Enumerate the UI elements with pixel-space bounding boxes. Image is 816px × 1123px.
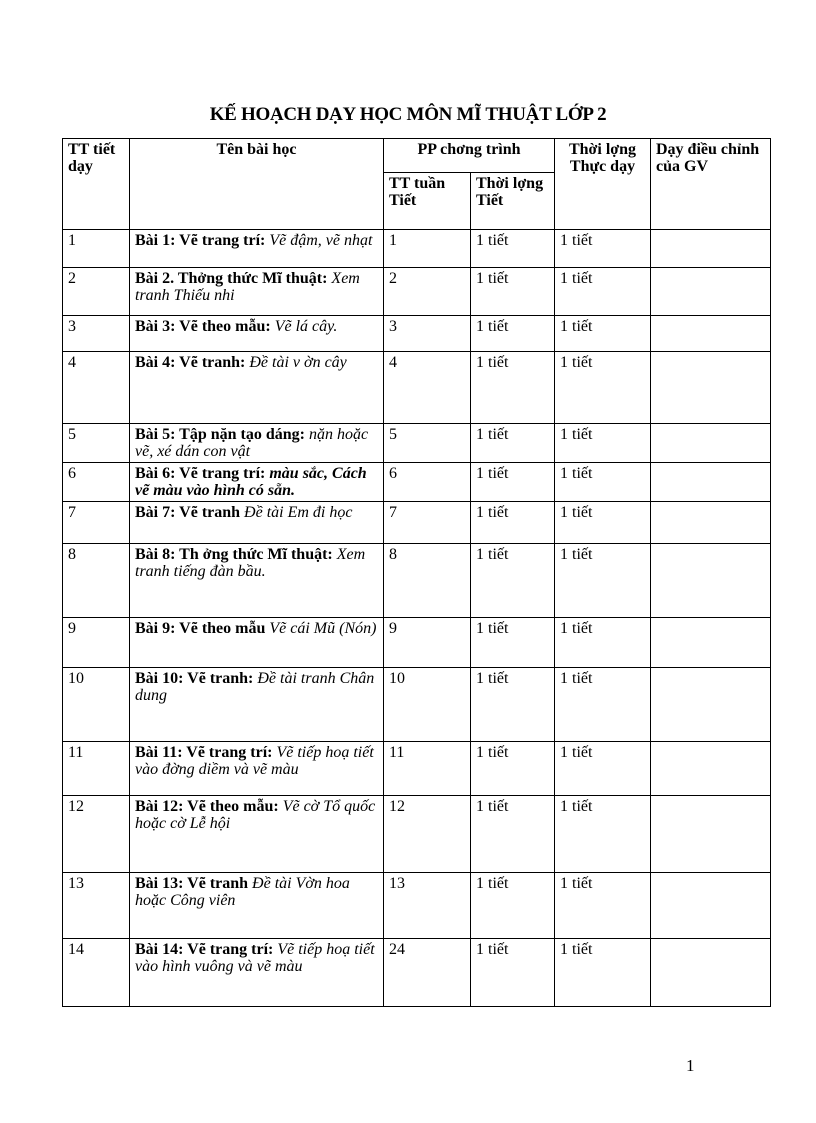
lesson-title: Bài 7: Vẽ tranh [135,504,241,521]
row-thoi-luong-thuc: 1 tiết [555,502,651,544]
row-tt: 13 [63,873,130,939]
row-thoi-luong-thuc: 1 tiết [555,796,651,873]
header-tt-tuan: TT tuần Tiết [384,173,471,230]
row-dieu-chinh [651,463,771,502]
lesson-detail: Vẽ tiếp hoạ tiết vào đờng diềm và vẽ màu [135,744,374,778]
lesson-detail: Xem tranh tiếng đàn bầu. [135,546,366,580]
row-tt-tuan: 1 [384,230,471,268]
row-thoi-luong: 1 tiết [471,316,555,352]
table-row [63,424,771,463]
row-dieu-chinh [651,873,771,939]
row-tt-tuan: 9 [384,618,471,668]
row-thoi-luong-thuc: 1 tiết [555,873,651,939]
row-lesson [130,618,384,668]
row-tt-tuan: 10 [384,668,471,742]
row-thoi-luong: 1 tiết [471,352,555,424]
table-row [63,463,771,502]
page-number: 1 [686,1056,695,1075]
header-thoi-luong-thuc: Thời lợng Thực dạy [555,139,651,230]
row-thoi-luong: 1 tiết [471,268,555,316]
table-row [63,796,771,873]
row-tt: 12 [63,796,130,873]
row-dieu-chinh [651,668,771,742]
header-tt: TT tiết dạy [63,139,130,230]
row-lesson [130,230,384,268]
lesson-title: Bài 10: Vẽ tranh: [135,670,254,687]
row-dieu-chinh [651,544,771,618]
row-thoi-luong-thuc: 1 tiết [555,268,651,316]
row-tt: 3 [63,316,130,352]
row-lesson [130,544,384,618]
row-thoi-luong: 1 tiết [471,618,555,668]
row-tt: 7 [63,502,130,544]
row-dieu-chinh [651,230,771,268]
row-lesson [130,502,384,544]
header-ten-bai: Tên bài học [130,139,384,230]
row-thoi-luong: 1 tiết [471,668,555,742]
row-thoi-luong: 1 tiết [471,939,555,1007]
lesson-detail: Đề tài Vờn hoa hoặc Công viên [135,875,350,909]
row-lesson [130,873,384,939]
row-thoi-luong-thuc: 1 tiết [555,424,651,463]
row-lesson [130,424,384,463]
table-row [63,668,771,742]
row-thoi-luong: 1 tiết [471,544,555,618]
row-thoi-luong-thuc: 1 tiết [555,618,651,668]
lesson-title: Bài 12: Vẽ theo mẫu: [135,798,279,815]
lesson-title: Bài 3: Vẽ theo mẫu: [135,318,271,335]
row-thoi-luong: 1 tiết [471,502,555,544]
row-thoi-luong-thuc: 1 tiết [555,544,651,618]
lesson-detail: Vẽ cái Mũ (Nón) [269,620,377,637]
header-pp: PP chơng trình [384,139,555,173]
table-row [63,873,771,939]
row-tt: 1 [63,230,130,268]
table-row [63,742,771,796]
row-dieu-chinh [651,618,771,668]
row-tt-tuan: 3 [384,316,471,352]
row-thoi-luong-thuc: 1 tiết [555,230,651,268]
row-tt: 14 [63,939,130,1007]
row-dieu-chinh [651,742,771,796]
row-thoi-luong: 1 tiết [471,230,555,268]
row-tt-tuan: 4 [384,352,471,424]
lesson-detail: Xem tranh Thiếu nhi [135,270,360,304]
lesson-title: Bài 13: Vẽ tranh [135,875,249,892]
row-tt-tuan: 2 [384,268,471,316]
row-tt: 2 [63,268,130,316]
row-lesson [130,316,384,352]
row-tt-tuan: 13 [384,873,471,939]
row-tt: 6 [63,463,130,502]
lesson-title: Bài 4: Vẽ tranh: [135,354,246,371]
lesson-detail: nặn hoặc vẽ, xé dán con vật [135,426,369,460]
row-thoi-luong: 1 tiết [471,742,555,796]
row-lesson [130,463,384,502]
lesson-title: Bài 1: Vẽ trang trí: [135,232,266,249]
lesson-detail: Đề tài v ờn cây [249,354,347,371]
header-thoi-luong: Thời lợng Tiết [471,173,555,230]
lesson-title: Bài 6: Vẽ trang trí: [135,465,266,482]
row-tt-tuan: 6 [384,463,471,502]
table-row [63,544,771,618]
lesson-title: Bài 5: Tập nặn tạo dáng: [135,426,305,443]
table-row [63,939,771,1007]
row-lesson [130,268,384,316]
lesson-title: Bài 11: Vẽ trang trí: [135,744,273,761]
row-dieu-chinh [651,352,771,424]
row-lesson [130,742,384,796]
row-dieu-chinh [651,424,771,463]
row-thoi-luong-thuc: 1 tiết [555,352,651,424]
lesson-detail: màu sắc, Cách vẽ màu vào hình có sẵn. [135,465,367,499]
row-dieu-chinh [651,268,771,316]
row-tt: 11 [63,742,130,796]
row-tt: 9 [63,618,130,668]
lesson-plan-table [62,138,771,1007]
row-lesson [130,796,384,873]
table-row [63,268,771,316]
table-row [63,618,771,668]
row-dieu-chinh [651,796,771,873]
lesson-detail: Đề tài tranh Chân dung [135,670,375,704]
row-tt-tuan: 11 [384,742,471,796]
lesson-detail: Vẽ đậm, vẽ nhạt [269,232,373,249]
row-tt-tuan: 24 [384,939,471,1007]
row-thoi-luong-thuc: 1 tiết [555,939,651,1007]
table-row [63,316,771,352]
lesson-detail: Vẽ cờ Tổ quốc hoặc cờ Lễ hội [135,798,376,832]
row-tt: 8 [63,544,130,618]
row-thoi-luong-thuc: 1 tiết [555,463,651,502]
lesson-detail: Đề tài Em đi học [244,504,353,521]
header-dieu-chinh: Dạy điều chỉnh của GV [651,139,771,230]
row-tt-tuan: 12 [384,796,471,873]
row-dieu-chinh [651,316,771,352]
table-row [63,502,771,544]
row-lesson [130,352,384,424]
row-dieu-chinh [651,502,771,544]
row-lesson [130,668,384,742]
lesson-detail: Vẽ tiếp hoạ tiết vào hình vuông và vẽ màu [135,941,375,975]
lesson-title: Bài 8: Th ởng thức Mĩ thuật: [135,546,333,563]
row-thoi-luong: 1 tiết [471,873,555,939]
table-row [63,230,771,268]
lesson-title: Bài 9: Vẽ theo mẫu [135,620,266,637]
document-title: KẾ HOẠCH DẠY HỌC MÔN MĨ THUẬT LỚP 2 [209,104,607,125]
row-thoi-luong: 1 tiết [471,796,555,873]
row-tt: 10 [63,668,130,742]
lesson-detail: Vẽ lá cây. [274,318,338,335]
table-row [63,352,771,424]
row-tt: 5 [63,424,130,463]
row-thoi-luong-thuc: 1 tiết [555,316,651,352]
row-thoi-luong: 1 tiết [471,424,555,463]
row-thoi-luong-thuc: 1 tiết [555,668,651,742]
row-lesson [130,939,384,1007]
row-tt-tuan: 7 [384,502,471,544]
lesson-title: Bài 14: Vẽ trang trí: [135,941,274,958]
lesson-title: Bài 2. Thởng thức Mĩ thuật: [135,270,328,287]
row-thoi-luong-thuc: 1 tiết [555,742,651,796]
row-tt: 4 [63,352,130,424]
row-tt-tuan: 5 [384,424,471,463]
row-thoi-luong: 1 tiết [471,463,555,502]
row-dieu-chinh [651,939,771,1007]
row-tt-tuan: 8 [384,544,471,618]
